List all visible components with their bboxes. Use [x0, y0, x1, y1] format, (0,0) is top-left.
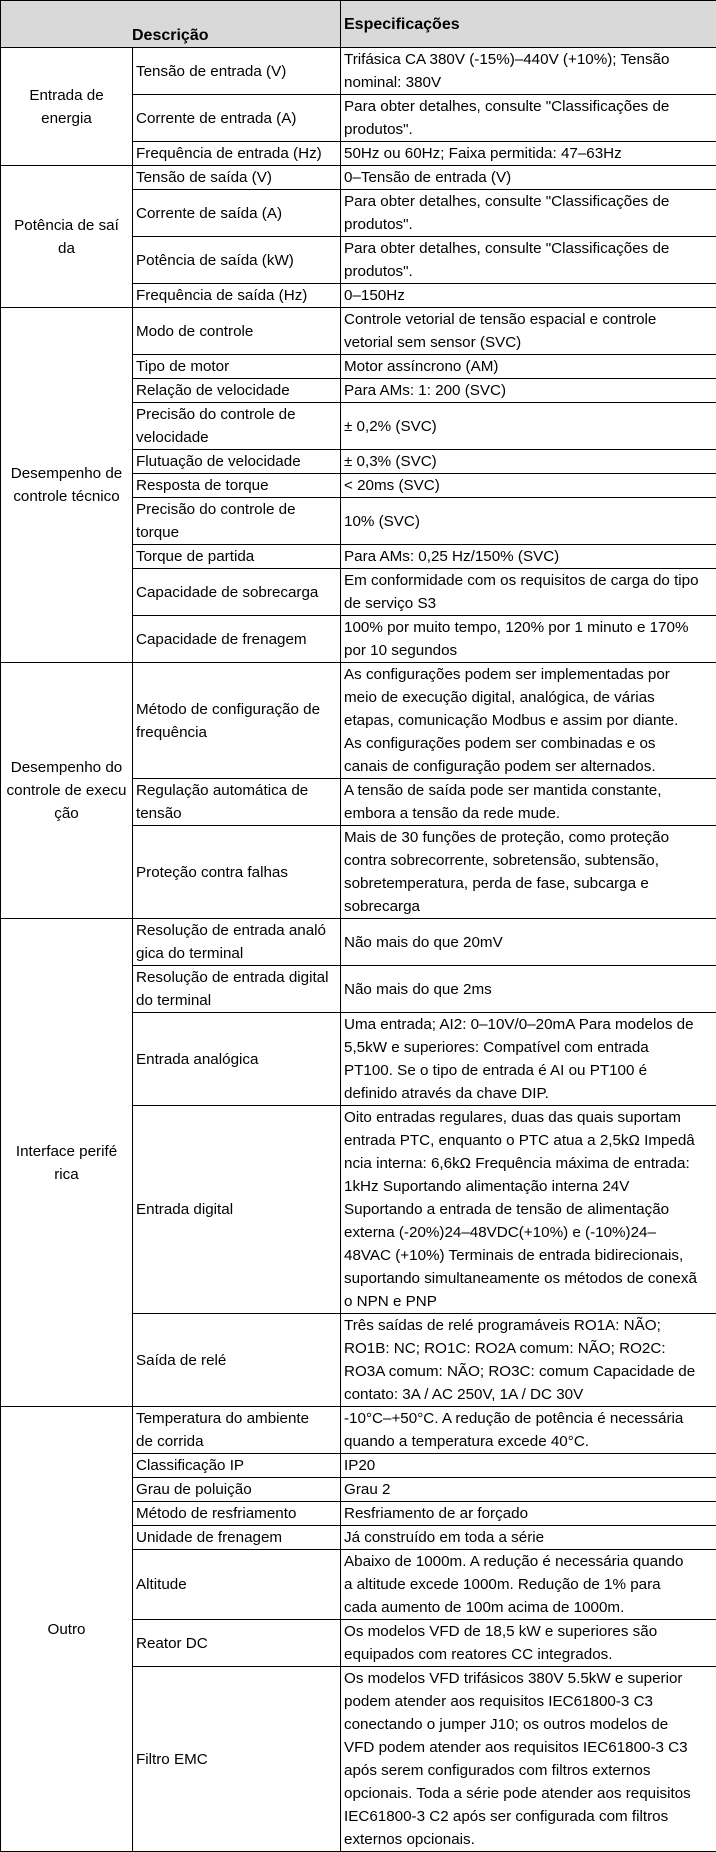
group-title: Interface perifé rica	[1, 919, 133, 1407]
table-row	[1, 1407, 716, 1454]
table-row	[1, 48, 716, 95]
row-description: Corrente de entrada (A)	[133, 95, 341, 142]
row-specification: Motor assíncrono (AM)	[341, 355, 716, 379]
table-row	[1, 308, 716, 355]
row-description: Unidade de frenagem	[133, 1526, 341, 1550]
row-specification: Abaixo de 1000m. A redução é necessária quando a altitude excede 1000m. Redução de 1% para cada aumento de 100m acima de 1000m.	[341, 1550, 716, 1620]
row-specification: -10°C–+50°C. A redução de potência é necessária quando a temperatura excede 40°C.	[341, 1407, 716, 1454]
row-specification: IP20	[341, 1454, 716, 1478]
row-specification: 10% (SVC)	[341, 498, 716, 545]
row-specification: A tensão de saída pode ser mantida constante, embora a tensão da rede mude.	[341, 779, 716, 826]
row-description: Frequência de saída (Hz)	[133, 284, 341, 308]
row-specification: ± 0,2% (SVC)	[341, 403, 716, 450]
row-specification: Os modelos VFD de 18,5 kW e superiores são equipados com reatores CC integrados.	[341, 1620, 716, 1667]
row-specification: Já construído em toda a série	[341, 1526, 716, 1550]
row-specification: 100% por muito tempo, 120% por 1 minuto e 170% por 10 segundos	[341, 616, 716, 663]
row-description: Capacidade de frenagem	[133, 616, 341, 663]
row-specification: Uma entrada; AI2: 0–10V/0–20mA Para modelos de 5,5kW e superiores: Compatível com entrada PT100. Se o tipo de entrada é AI ou PT100 é definido através da chave DIP.	[341, 1013, 716, 1106]
row-specification: Controle vetorial de tensão espacial e controle vetorial sem sensor (SVC)	[341, 308, 716, 355]
header-descricao-label: Descrição	[132, 24, 209, 47]
row-specification: 0–150Hz	[341, 284, 716, 308]
row-description: Regulação automática de tensão	[133, 779, 341, 826]
row-description: Altitude	[133, 1550, 341, 1620]
group-title: Desempenho de controle técnico	[1, 308, 133, 663]
row-specification: Oito entradas regulares, duas das quais suportam entrada PTC, enquanto o PTC atua a 2,5kΩ Impedâ ncia interna: 6,6kΩ Frequência máxima de entrada: 1kHz Suportando alimentação interna 24V Suportando a entrada de tensão de alimentação externa (-20%)24–48VDC(+10%) e (-10%)24– 48VAC (+10%) Terminais de entrada bidirecionais, suportando simultaneamente os métodos de conexã o NPN e PNP	[341, 1106, 716, 1314]
spec-body	[1, 48, 716, 1852]
row-description: Capacidade de sobrecarga	[133, 569, 341, 616]
row-description: Potência de saída (kW)	[133, 237, 341, 284]
row-specification: 0–Tensão de entrada (V)	[341, 166, 716, 190]
group-title: Potência de saí da	[1, 166, 133, 308]
row-specification: Em conformidade com os requisitos de carga do tipo de serviço S3	[341, 569, 716, 616]
row-description: Relação de velocidade	[133, 379, 341, 403]
header-especificacoes: Especificações	[341, 1, 716, 48]
row-specification: Para obter detalhes, consulte "Classificações de produtos".	[341, 95, 716, 142]
row-description: Método de configuração de frequência	[133, 663, 341, 779]
row-specification: Três saídas de relé programáveis RO1A: NÃO; RO1B: NC; RO1C: RO2A comum: NÃO; RO2C: RO3A comum: NÃO; RO3C: comum Capacidade de contato: 3A / AC 250V, 1A / DC 30V	[341, 1314, 716, 1407]
row-description: Método de resfriamento	[133, 1502, 341, 1526]
header-descricao	[1, 1, 341, 48]
row-description: Tensão de saída (V)	[133, 166, 341, 190]
row-specification: < 20ms (SVC)	[341, 474, 716, 498]
row-description: Tensão de entrada (V)	[133, 48, 341, 95]
row-specification: Para obter detalhes, consulte "Classificações de produtos".	[341, 237, 716, 284]
row-description: Temperatura do ambiente de corrida	[133, 1407, 341, 1454]
row-specification: Para AMs: 0,25 Hz/150% (SVC)	[341, 545, 716, 569]
row-description: Grau de poluição	[133, 1478, 341, 1502]
row-specification: Para AMs: 1: 200 (SVC)	[341, 379, 716, 403]
row-description: Modo de controle	[133, 308, 341, 355]
row-description: Tipo de motor	[133, 355, 341, 379]
row-specification: 50Hz ou 60Hz; Faixa permitida: 47–63Hz	[341, 142, 716, 166]
row-specification: Mais de 30 funções de proteção, como proteção contra sobrecorrente, sobretensão, subtensão, sobretemperatura, perda de fase, subcarga e sobrecarga	[341, 826, 716, 919]
table-row	[1, 919, 716, 966]
header-row	[1, 1, 716, 48]
row-specification: Para obter detalhes, consulte "Classificações de produtos".	[341, 190, 716, 237]
row-description: Frequência de entrada (Hz)	[133, 142, 341, 166]
row-description: Precisão do controle de velocidade	[133, 403, 341, 450]
row-description: Saída de relé	[133, 1314, 341, 1407]
row-description: Flutuação de velocidade	[133, 450, 341, 474]
row-description: Filtro EMC	[133, 1667, 341, 1852]
row-specification: Resfriamento de ar forçado	[341, 1502, 716, 1526]
row-description: Entrada digital	[133, 1106, 341, 1314]
table-row	[1, 166, 716, 190]
row-specification: Não mais do que 20mV	[341, 919, 716, 966]
table-row	[1, 663, 716, 779]
row-specification: Trifásica CA 380V (-15%)–440V (+10%); Tensão nominal: 380V	[341, 48, 716, 95]
row-description: Proteção contra falhas	[133, 826, 341, 919]
row-description: Entrada analógica	[133, 1013, 341, 1106]
row-description: Resolução de entrada digital do terminal	[133, 966, 341, 1013]
row-description: Torque de partida	[133, 545, 341, 569]
group-title: Entrada de energia	[1, 48, 133, 166]
row-description: Classificação IP	[133, 1454, 341, 1478]
row-description: Corrente de saída (A)	[133, 190, 341, 237]
row-specification: As configurações podem ser implementadas por meio de execução digital, analógica, de várias etapas, comunicação Modbus e assim por diante. As configurações podem ser combinadas e os canais de configuração podem ser alternados.	[341, 663, 716, 779]
group-title: Outro	[1, 1407, 133, 1852]
row-specification: Não mais do que 2ms	[341, 966, 716, 1013]
row-specification: Os modelos VFD trifásicos 380V 5.5kW e superior podem atender aos requisitos IEC61800-3 C3 conectando o jumper J10; os outros modelos de VFD podem atender aos requisitos IEC61800-3 C3 após serem configurados com filtros externos opcionais. Toda a série pode atender aos requisitos IEC61800-3 C2 após ser configurada com filtros externos opcionais.	[341, 1667, 716, 1852]
row-specification: Grau 2	[341, 1478, 716, 1502]
row-description: Resolução de entrada analó gica do terminal	[133, 919, 341, 966]
row-description: Reator DC	[133, 1620, 341, 1667]
row-description: Resposta de torque	[133, 474, 341, 498]
group-title: Desempenho do controle de execu ção	[1, 663, 133, 919]
row-specification: ± 0,3% (SVC)	[341, 450, 716, 474]
row-description: Precisão do controle de torque	[133, 498, 341, 545]
